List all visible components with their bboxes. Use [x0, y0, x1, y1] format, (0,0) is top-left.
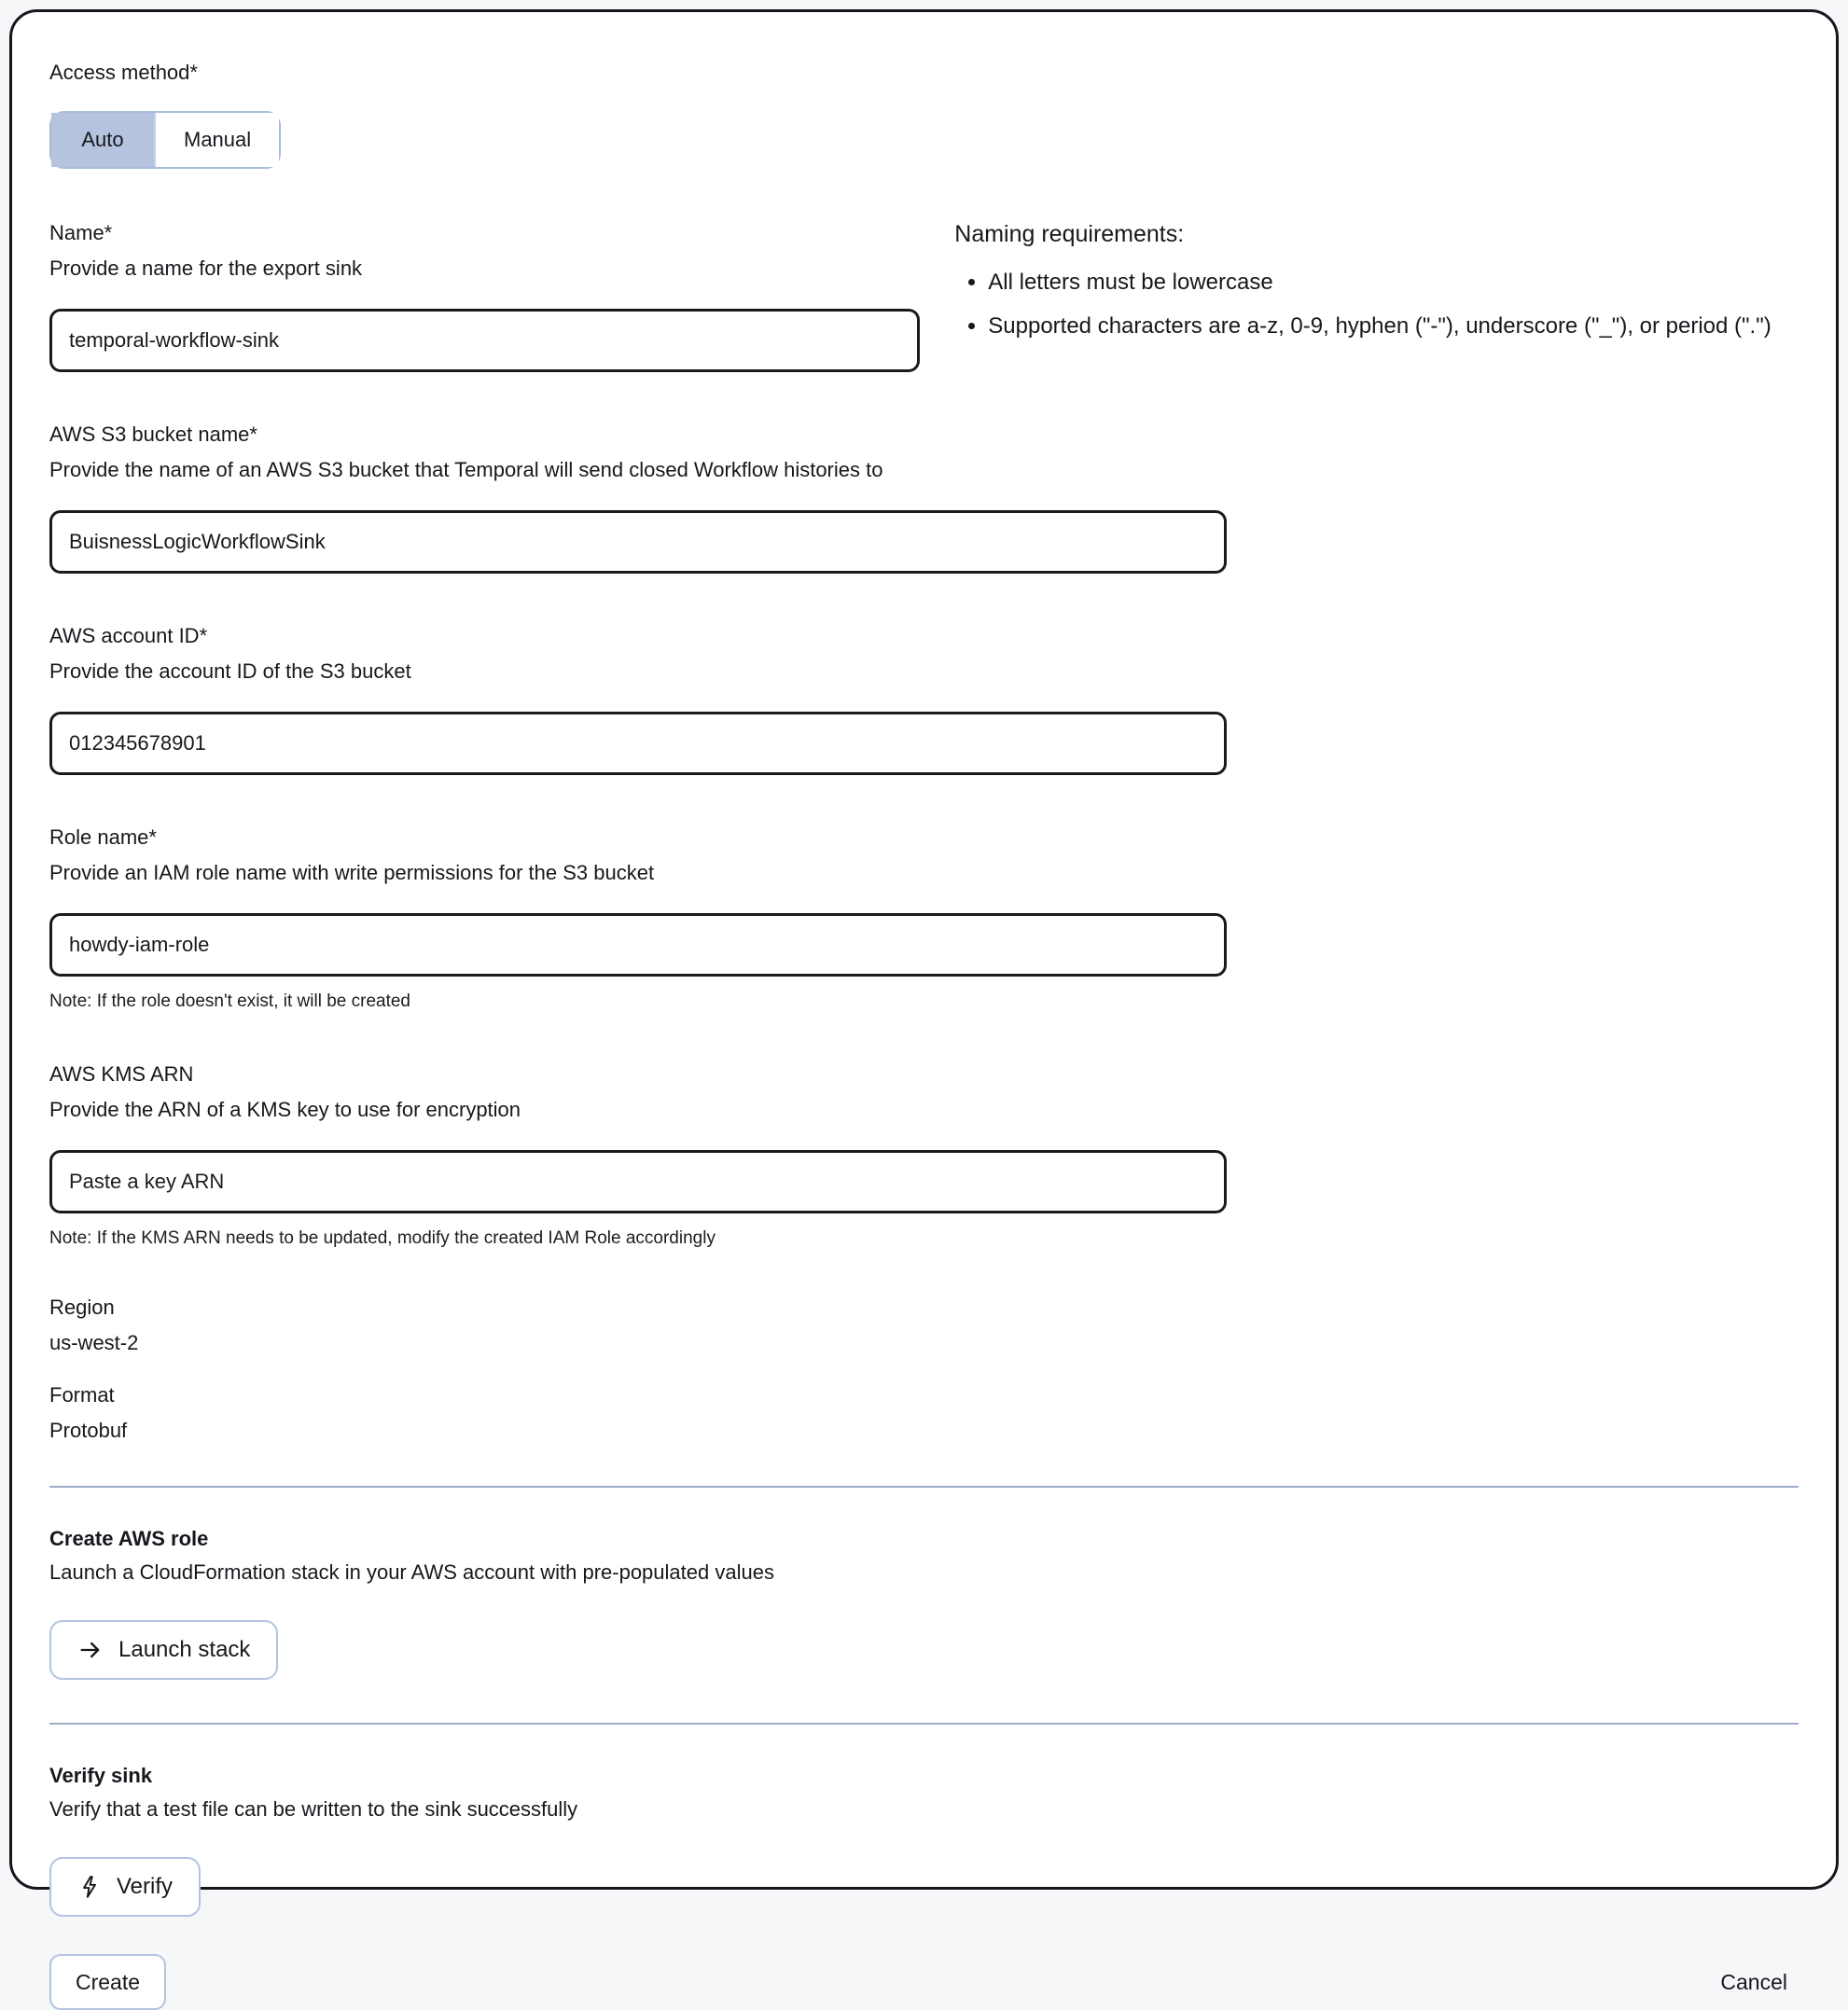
lightning-icon	[77, 1875, 102, 1899]
kms-note: Note: If the KMS ARN needs to be updated, modify the created IAM Role accordingly	[49, 1228, 716, 1248]
name-field-group	[49, 221, 932, 372]
create-aws-role-description: Launch a CloudFormation stack in your AWS account with pre-populated values	[49, 1560, 774, 1584]
naming-requirements-list	[954, 267, 1799, 343]
account-description: Provide the account ID of the S3 bucket	[49, 659, 411, 683]
account-label: AWS account ID*	[49, 624, 208, 647]
arrow-right-icon	[77, 1637, 104, 1663]
access-method-auto-option[interactable]: Auto	[51, 113, 154, 167]
kms-input[interactable]	[49, 1150, 1227, 1213]
format-label: Format	[49, 1383, 115, 1407]
section-divider	[49, 1723, 1799, 1725]
bucket-description: Provide the name of an AWS S3 bucket that Temporal will send closed Workflow histories to	[49, 458, 883, 481]
section-divider	[49, 1486, 1799, 1488]
format-readonly	[49, 1383, 1799, 1443]
bucket-input[interactable]	[49, 510, 1227, 574]
create-aws-role-section	[49, 1527, 1799, 1680]
kms-label: AWS KMS ARN	[49, 1062, 194, 1086]
verify-sink-description: Verify that a test file can be written to the sink successfully	[49, 1797, 578, 1821]
account-field-group	[49, 624, 1799, 775]
access-method-toggle	[49, 111, 281, 169]
bucket-label: AWS S3 bucket name*	[49, 423, 257, 446]
launch-stack-button[interactable]	[49, 1620, 278, 1680]
form-actions	[49, 1954, 1799, 2010]
name-description: Provide a name for the export sink	[49, 256, 363, 280]
kms-description: Provide the ARN of a KMS key to use for encryption	[49, 1098, 521, 1121]
role-input[interactable]	[49, 913, 1227, 977]
cancel-button[interactable]: Cancel	[1720, 1969, 1787, 1994]
verify-button-label: Verify	[117, 1874, 174, 1899]
verify-button[interactable]	[49, 1857, 201, 1917]
name-input[interactable]	[49, 309, 920, 372]
account-input[interactable]	[49, 712, 1227, 775]
verify-sink-title: Verify sink	[49, 1764, 153, 1787]
bucket-field-group	[49, 423, 1799, 574]
naming-requirement-item: • All letters must be lowercase	[988, 267, 1799, 299]
launch-stack-button-label: Launch stack	[118, 1637, 251, 1662]
region-readonly	[49, 1296, 1799, 1355]
name-and-requirements-row	[49, 221, 1799, 372]
naming-requirements	[954, 221, 1799, 354]
access-method-manual-option[interactable]: Manual	[154, 113, 279, 167]
naming-requirement-item: • Supported characters are a-z, 0-9, hyphen ("-"), underscore ("_"), or period (".")	[988, 311, 1799, 343]
role-description: Provide an IAM role name with write permissions for the S3 bucket	[49, 861, 655, 884]
create-button[interactable]: Create	[49, 1954, 166, 2010]
create-aws-role-title: Create AWS role	[49, 1527, 209, 1550]
name-label: Name*	[49, 221, 113, 244]
naming-requirements-title: Naming requirements:	[954, 221, 1185, 247]
access-method-label: Access method*	[49, 61, 198, 84]
role-field-group	[49, 825, 1799, 1012]
kms-field-group	[49, 1062, 1799, 1249]
role-note: Note: If the role doesn't exist, it will be created	[49, 991, 410, 1011]
verify-sink-section	[49, 1764, 1799, 1917]
region-label: Region	[49, 1296, 115, 1319]
region-value: us-west-2	[49, 1331, 139, 1354]
role-label: Role name*	[49, 825, 157, 849]
export-sink-form-card	[9, 9, 1839, 1994]
format-value: Protobuf	[49, 1419, 128, 1442]
